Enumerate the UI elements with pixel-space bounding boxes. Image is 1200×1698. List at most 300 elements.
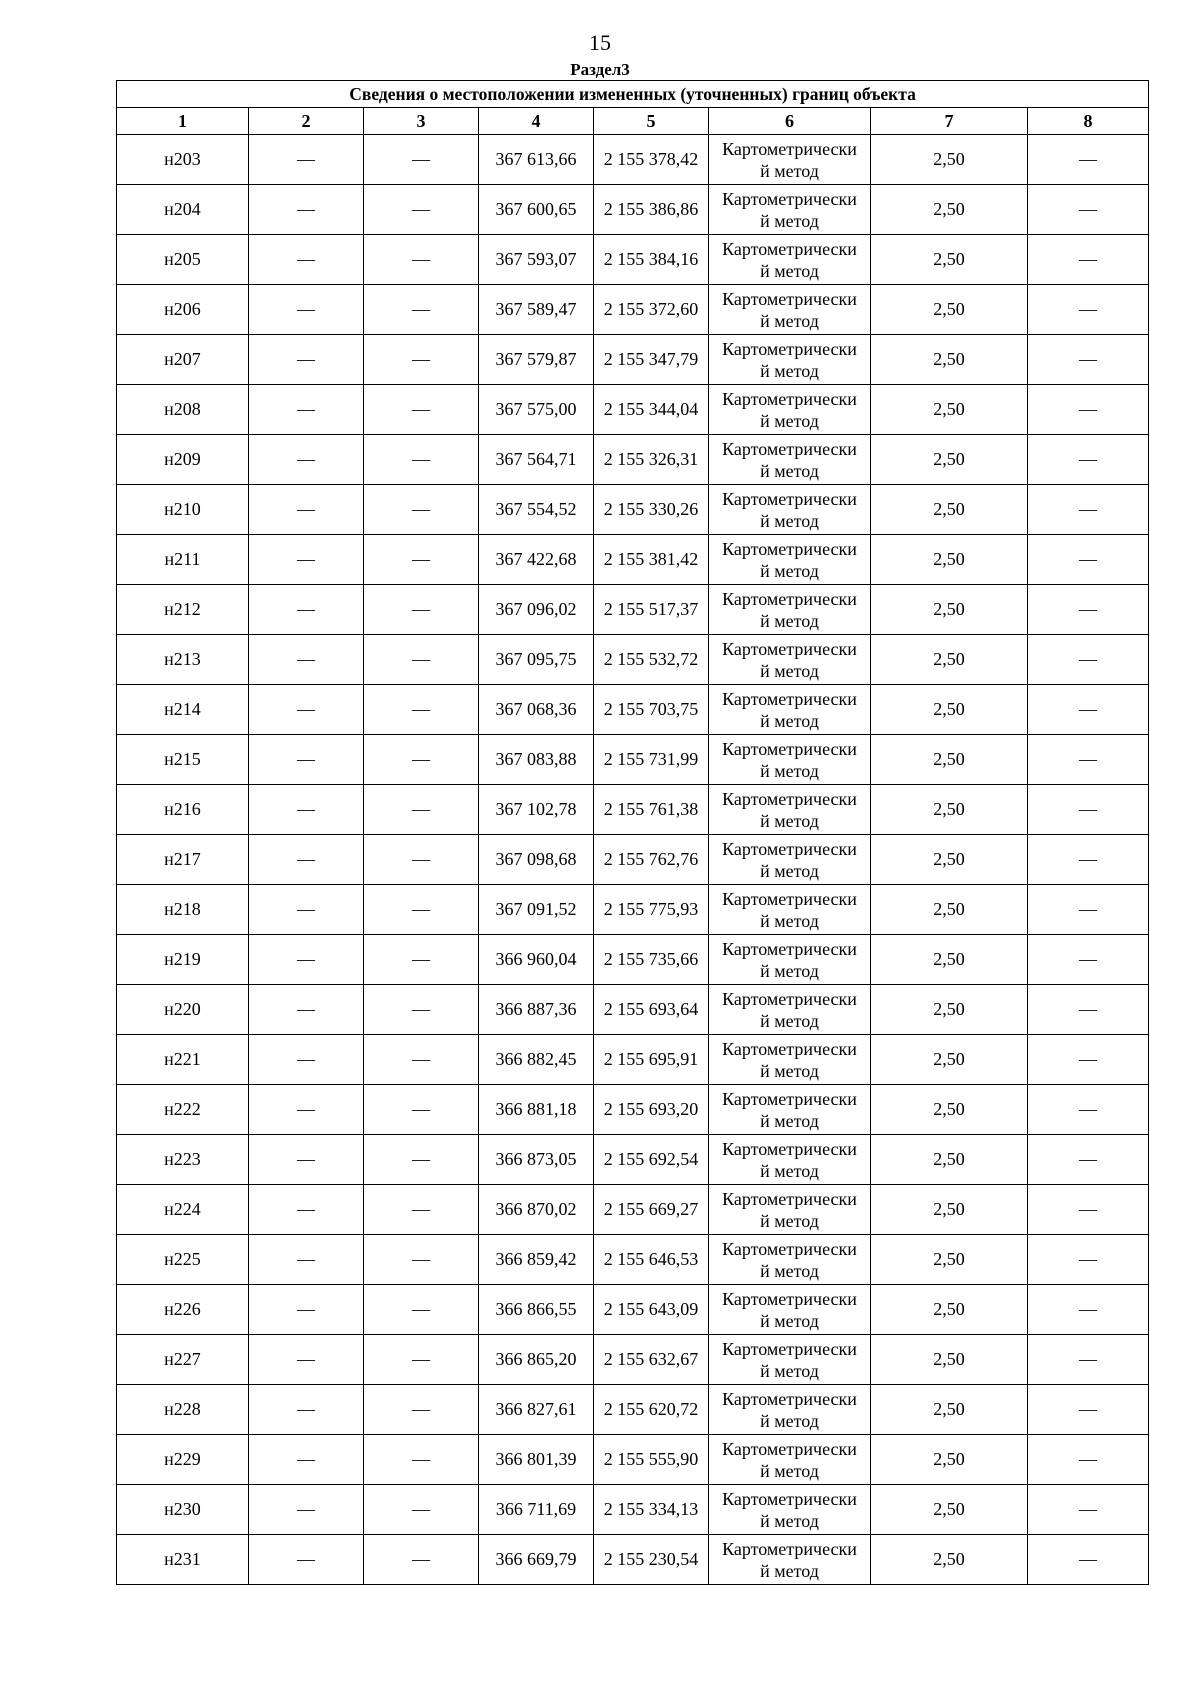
column-3-cell: — (364, 435, 479, 485)
column-2-cell: — (249, 1035, 364, 1085)
table-row (117, 685, 1149, 735)
point-name-cell: н208 (117, 385, 249, 435)
accuracy-cell: 2,50 (871, 1185, 1028, 1235)
column-8-cell: — (1028, 985, 1149, 1035)
point-name-cell: н220 (117, 985, 249, 1035)
section-title: Раздел3 (570, 60, 630, 79)
method-text: Картометрически й метод (722, 288, 857, 331)
accuracy-cell: 2,50 (871, 235, 1028, 285)
y-coordinate-cell: 2 155 695,91 (594, 1035, 709, 1085)
x-coordinate-cell: 367 575,00 (479, 385, 594, 435)
y-coordinate-cell: 2 155 381,42 (594, 535, 709, 585)
accuracy-cell: 2,50 (871, 335, 1028, 385)
table-row (117, 985, 1149, 1035)
column-2-cell: — (249, 785, 364, 835)
accuracy-cell: 2,50 (871, 585, 1028, 635)
point-name-cell: н222 (117, 1085, 249, 1135)
column-8-cell: — (1028, 1135, 1149, 1185)
y-coordinate-cell: 2 155 643,09 (594, 1285, 709, 1335)
method-text: Картометрически й метод (722, 438, 857, 481)
point-name-cell: н225 (117, 1235, 249, 1285)
accuracy-cell: 2,50 (871, 1235, 1028, 1285)
y-coordinate-cell: 2 155 517,37 (594, 585, 709, 635)
column-3-cell: — (364, 1485, 479, 1535)
column-2-cell: — (249, 535, 364, 585)
point-name-cell: н207 (117, 335, 249, 385)
table-row (117, 535, 1149, 585)
column-2-cell: — (249, 635, 364, 685)
y-coordinate-cell: 2 155 762,76 (594, 835, 709, 885)
x-coordinate-cell: 366 873,05 (479, 1135, 594, 1185)
column-2-cell: — (249, 185, 364, 235)
method-cell (709, 185, 871, 235)
accuracy-cell: 2,50 (871, 1335, 1028, 1385)
column-2-cell: — (249, 1535, 364, 1585)
method-cell (709, 585, 871, 635)
accuracy-cell: 2,50 (871, 535, 1028, 585)
point-name-cell: н228 (117, 1385, 249, 1435)
x-coordinate-cell: 367 068,36 (479, 685, 594, 735)
accuracy-cell: 2,50 (871, 635, 1028, 685)
column-number-row (117, 108, 1149, 135)
x-coordinate-cell: 367 095,75 (479, 635, 594, 685)
method-cell (709, 1535, 871, 1585)
method-text: Картометрически й метод (722, 1188, 857, 1231)
method-text: Картометрически й метод (722, 538, 857, 581)
column-8-cell: — (1028, 335, 1149, 385)
column-3-cell: — (364, 185, 479, 235)
x-coordinate-cell: 366 866,55 (479, 1285, 594, 1335)
accuracy-cell: 2,50 (871, 835, 1028, 885)
column-2-cell: — (249, 585, 364, 635)
y-coordinate-cell: 2 155 731,99 (594, 735, 709, 785)
column-3-cell: — (364, 1435, 479, 1485)
column-8-cell: — (1028, 1485, 1149, 1535)
accuracy-cell: 2,50 (871, 435, 1028, 485)
column-3-cell: — (364, 135, 479, 185)
x-coordinate-cell: 367 096,02 (479, 585, 594, 635)
column-3-cell: — (364, 1135, 479, 1185)
column-2-cell: — (249, 935, 364, 985)
column-8-cell: — (1028, 235, 1149, 285)
table-row (117, 1335, 1149, 1385)
table-row (117, 885, 1149, 935)
column-number: 8 (1028, 108, 1149, 135)
x-coordinate-cell: 367 613,66 (479, 135, 594, 185)
table-row (117, 935, 1149, 985)
column-8-cell: — (1028, 935, 1149, 985)
column-3-cell: — (364, 685, 479, 735)
x-coordinate-cell: 367 102,78 (479, 785, 594, 835)
page-number: 15 (589, 30, 611, 55)
column-8-cell: — (1028, 885, 1149, 935)
x-coordinate-cell: 367 091,52 (479, 885, 594, 935)
column-3-cell: — (364, 1385, 479, 1435)
table-row (117, 1185, 1149, 1235)
column-2-cell: — (249, 1085, 364, 1135)
x-coordinate-cell: 367 422,68 (479, 535, 594, 585)
table-row (117, 585, 1149, 635)
x-coordinate-cell: 367 098,68 (479, 835, 594, 885)
column-3-cell: — (364, 1535, 479, 1585)
point-name-cell: н215 (117, 735, 249, 785)
y-coordinate-cell: 2 155 669,27 (594, 1185, 709, 1235)
method-cell (709, 1385, 871, 1435)
method-cell (709, 1135, 871, 1185)
method-text: Картометрически й метод (722, 838, 857, 881)
table-row (117, 485, 1149, 535)
column-2-cell: — (249, 1435, 364, 1485)
accuracy-cell: 2,50 (871, 985, 1028, 1035)
column-3-cell: — (364, 285, 479, 335)
accuracy-cell: 2,50 (871, 1485, 1028, 1535)
column-8-cell: — (1028, 435, 1149, 485)
column-2-cell: — (249, 385, 364, 435)
table-row (117, 735, 1149, 785)
x-coordinate-cell: 366 887,36 (479, 985, 594, 1035)
column-8-cell: — (1028, 535, 1149, 585)
column-number: 5 (594, 108, 709, 135)
column-3-cell: — (364, 1185, 479, 1235)
method-cell (709, 835, 871, 885)
method-cell (709, 1485, 871, 1535)
column-3-cell: — (364, 485, 479, 535)
point-name-cell: н203 (117, 135, 249, 185)
method-text: Картометрически й метод (722, 688, 857, 731)
y-coordinate-cell: 2 155 330,26 (594, 485, 709, 535)
method-cell (709, 535, 871, 585)
method-text: Картометрически й метод (722, 1388, 857, 1431)
column-2-cell: — (249, 735, 364, 785)
x-coordinate-cell: 366 859,42 (479, 1235, 594, 1285)
x-coordinate-cell: 366 669,79 (479, 1535, 594, 1585)
method-cell (709, 435, 871, 485)
x-coordinate-cell: 366 870,02 (479, 1185, 594, 1235)
method-cell (709, 1335, 871, 1385)
point-name-cell: н231 (117, 1535, 249, 1585)
method-text: Картометрически й метод (722, 788, 857, 831)
table-row (117, 435, 1149, 485)
x-coordinate-cell: 366 960,04 (479, 935, 594, 985)
x-coordinate-cell: 366 711,69 (479, 1485, 594, 1535)
column-number: 3 (364, 108, 479, 135)
table-row (117, 635, 1149, 685)
column-2-cell: — (249, 685, 364, 735)
method-text: Картометрически й метод (722, 988, 857, 1031)
column-8-cell: — (1028, 1535, 1149, 1585)
column-2-cell: — (249, 1385, 364, 1435)
column-2-cell: — (249, 285, 364, 335)
column-number: 2 (249, 108, 364, 135)
column-8-cell: — (1028, 1285, 1149, 1335)
column-8-cell: — (1028, 585, 1149, 635)
method-cell (709, 485, 871, 535)
x-coordinate-cell: 367 593,07 (479, 235, 594, 285)
method-text: Картометрически й метод (722, 238, 857, 281)
accuracy-cell: 2,50 (871, 285, 1028, 335)
table-row (117, 785, 1149, 835)
column-2-cell: — (249, 485, 364, 535)
method-cell (709, 1185, 871, 1235)
column-3-cell: — (364, 835, 479, 885)
column-3-cell: — (364, 735, 479, 785)
method-text: Картометрически й метод (722, 188, 857, 231)
accuracy-cell: 2,50 (871, 685, 1028, 735)
x-coordinate-cell: 367 589,47 (479, 285, 594, 335)
column-2-cell: — (249, 1485, 364, 1535)
column-3-cell: — (364, 385, 479, 435)
y-coordinate-cell: 2 155 334,13 (594, 1485, 709, 1535)
column-3-cell: — (364, 1035, 479, 1085)
method-cell (709, 1235, 871, 1285)
method-cell (709, 385, 871, 435)
x-coordinate-cell: 367 554,52 (479, 485, 594, 535)
table-row (117, 1235, 1149, 1285)
column-8-cell: — (1028, 185, 1149, 235)
point-name-cell: н221 (117, 1035, 249, 1085)
point-name-cell: н230 (117, 1485, 249, 1535)
boundary-coordinates-table (116, 80, 1149, 1585)
method-text: Картометрически й метод (722, 638, 857, 681)
y-coordinate-cell: 2 155 532,72 (594, 635, 709, 685)
x-coordinate-cell: 367 564,71 (479, 435, 594, 485)
method-cell (709, 785, 871, 835)
method-cell (709, 885, 871, 935)
column-2-cell: — (249, 1135, 364, 1185)
method-text: Картометрически й метод (722, 338, 857, 381)
accuracy-cell: 2,50 (871, 135, 1028, 185)
point-name-cell: н206 (117, 285, 249, 335)
y-coordinate-cell: 2 155 347,79 (594, 335, 709, 385)
method-cell (709, 735, 871, 785)
method-text: Картометрически й метод (722, 388, 857, 431)
x-coordinate-cell: 367 579,87 (479, 335, 594, 385)
column-number: 4 (479, 108, 594, 135)
y-coordinate-cell: 2 155 555,90 (594, 1435, 709, 1485)
point-name-cell: н205 (117, 235, 249, 285)
table-row (117, 1435, 1149, 1485)
y-coordinate-cell: 2 155 344,04 (594, 385, 709, 435)
accuracy-cell: 2,50 (871, 935, 1028, 985)
accuracy-cell: 2,50 (871, 385, 1028, 435)
method-cell (709, 1035, 871, 1085)
x-coordinate-cell: 367 083,88 (479, 735, 594, 785)
method-text: Картометрически й метод (722, 1488, 857, 1531)
column-8-cell: — (1028, 785, 1149, 835)
method-text: Картометрически й метод (722, 1238, 857, 1281)
table-row (117, 385, 1149, 435)
column-3-cell: — (364, 785, 479, 835)
column-3-cell: — (364, 335, 479, 385)
column-3-cell: — (364, 935, 479, 985)
table-row (117, 1385, 1149, 1435)
point-name-cell: н204 (117, 185, 249, 235)
column-8-cell: — (1028, 1035, 1149, 1085)
accuracy-cell: 2,50 (871, 1035, 1028, 1085)
point-name-cell: н210 (117, 485, 249, 535)
y-coordinate-cell: 2 155 692,54 (594, 1135, 709, 1185)
point-name-cell: н214 (117, 685, 249, 735)
method-text: Картометрически й метод (722, 938, 857, 981)
point-name-cell: н229 (117, 1435, 249, 1485)
point-name-cell: н226 (117, 1285, 249, 1335)
accuracy-cell: 2,50 (871, 1085, 1028, 1135)
point-name-cell: н227 (117, 1335, 249, 1385)
table-row (117, 185, 1149, 235)
column-8-cell: — (1028, 1235, 1149, 1285)
method-cell (709, 235, 871, 285)
column-8-cell: — (1028, 485, 1149, 535)
point-name-cell: н211 (117, 535, 249, 585)
method-text: Картометрически й метод (722, 1288, 857, 1331)
column-2-cell: — (249, 135, 364, 185)
column-3-cell: — (364, 635, 479, 685)
column-8-cell: — (1028, 1185, 1149, 1235)
column-2-cell: — (249, 1185, 364, 1235)
table-row (117, 1085, 1149, 1135)
column-2-cell: — (249, 435, 364, 485)
method-text: Картометрически й метод (722, 1088, 857, 1131)
column-2-cell: — (249, 335, 364, 385)
y-coordinate-cell: 2 155 326,31 (594, 435, 709, 485)
method-cell (709, 135, 871, 185)
y-coordinate-cell: 2 155 735,66 (594, 935, 709, 985)
method-cell (709, 685, 871, 735)
column-2-cell: — (249, 1335, 364, 1385)
column-3-cell: — (364, 885, 479, 935)
method-cell (709, 1085, 871, 1135)
y-coordinate-cell: 2 155 775,93 (594, 885, 709, 935)
table-row (117, 1485, 1149, 1535)
accuracy-cell: 2,50 (871, 1385, 1028, 1435)
y-coordinate-cell: 2 155 620,72 (594, 1385, 709, 1435)
y-coordinate-cell: 2 155 386,86 (594, 185, 709, 235)
accuracy-cell: 2,50 (871, 1285, 1028, 1335)
x-coordinate-cell: 366 882,45 (479, 1035, 594, 1085)
column-8-cell: — (1028, 635, 1149, 685)
table-row (117, 335, 1149, 385)
method-text: Картометрически й метод (722, 588, 857, 631)
accuracy-cell: 2,50 (871, 885, 1028, 935)
method-text: Картометрически й метод (722, 488, 857, 531)
table-row (117, 1135, 1149, 1185)
point-name-cell: н212 (117, 585, 249, 635)
table-caption-row (117, 81, 1149, 108)
column-8-cell: — (1028, 735, 1149, 785)
accuracy-cell: 2,50 (871, 185, 1028, 235)
point-name-cell: н219 (117, 935, 249, 985)
point-name-cell: н213 (117, 635, 249, 685)
column-8-cell: — (1028, 385, 1149, 435)
y-coordinate-cell: 2 155 693,64 (594, 985, 709, 1035)
method-text: Картометрически й метод (722, 888, 857, 931)
column-2-cell: — (249, 835, 364, 885)
y-coordinate-cell: 2 155 703,75 (594, 685, 709, 735)
accuracy-cell: 2,50 (871, 785, 1028, 835)
column-8-cell: — (1028, 1085, 1149, 1135)
column-3-cell: — (364, 235, 479, 285)
method-cell (709, 285, 871, 335)
column-8-cell: — (1028, 135, 1149, 185)
table-body (117, 135, 1149, 1585)
table-row (117, 235, 1149, 285)
method-cell (709, 1435, 871, 1485)
point-name-cell: н217 (117, 835, 249, 885)
table-row (117, 1535, 1149, 1585)
accuracy-cell: 2,50 (871, 1535, 1028, 1585)
column-number: 6 (709, 108, 871, 135)
method-text: Картометрически й метод (722, 1138, 857, 1181)
table-row (117, 135, 1149, 185)
point-name-cell: н223 (117, 1135, 249, 1185)
point-name-cell: н216 (117, 785, 249, 835)
column-8-cell: — (1028, 685, 1149, 735)
accuracy-cell: 2,50 (871, 485, 1028, 535)
column-2-cell: — (249, 1285, 364, 1335)
method-text: Картометрически й метод (722, 1538, 857, 1581)
accuracy-cell: 2,50 (871, 1135, 1028, 1185)
column-3-cell: — (364, 1085, 479, 1135)
x-coordinate-cell: 366 827,61 (479, 1385, 594, 1435)
method-cell (709, 635, 871, 685)
accuracy-cell: 2,50 (871, 735, 1028, 785)
table-row (117, 285, 1149, 335)
column-2-cell: — (249, 1235, 364, 1285)
y-coordinate-cell: 2 155 693,20 (594, 1085, 709, 1135)
column-3-cell: — (364, 1335, 479, 1385)
column-number: 1 (117, 108, 249, 135)
method-text: Картометрически й метод (722, 1038, 857, 1081)
y-coordinate-cell: 2 155 372,60 (594, 285, 709, 335)
point-name-cell: н218 (117, 885, 249, 935)
x-coordinate-cell: 366 801,39 (479, 1435, 594, 1485)
column-8-cell: — (1028, 835, 1149, 885)
table-caption: Сведения о местоположении измененных (уточненных) границ объекта (117, 81, 1149, 108)
x-coordinate-cell: 366 865,20 (479, 1335, 594, 1385)
table-row (117, 1035, 1149, 1085)
column-3-cell: — (364, 585, 479, 635)
method-cell (709, 935, 871, 985)
column-2-cell: — (249, 985, 364, 1035)
column-number: 7 (871, 108, 1028, 135)
column-8-cell: — (1028, 1385, 1149, 1435)
accuracy-cell: 2,50 (871, 1435, 1028, 1485)
y-coordinate-cell: 2 155 761,38 (594, 785, 709, 835)
point-name-cell: н224 (117, 1185, 249, 1235)
method-text: Картометрически й метод (722, 1338, 857, 1381)
method-text: Картометрически й метод (722, 1438, 857, 1481)
column-3-cell: — (364, 985, 479, 1035)
column-8-cell: — (1028, 285, 1149, 335)
method-text: Картометрически й метод (722, 138, 857, 181)
table-row (117, 835, 1149, 885)
method-cell (709, 1285, 871, 1335)
method-text: Картометрически й метод (722, 738, 857, 781)
x-coordinate-cell: 367 600,65 (479, 185, 594, 235)
method-cell (709, 335, 871, 385)
y-coordinate-cell: 2 155 230,54 (594, 1535, 709, 1585)
column-8-cell: — (1028, 1335, 1149, 1385)
column-8-cell: — (1028, 1435, 1149, 1485)
y-coordinate-cell: 2 155 632,67 (594, 1335, 709, 1385)
y-coordinate-cell: 2 155 646,53 (594, 1235, 709, 1285)
point-name-cell: н209 (117, 435, 249, 485)
column-3-cell: — (364, 535, 479, 585)
column-2-cell: — (249, 235, 364, 285)
column-2-cell: — (249, 885, 364, 935)
column-3-cell: — (364, 1235, 479, 1285)
table-row (117, 1285, 1149, 1335)
